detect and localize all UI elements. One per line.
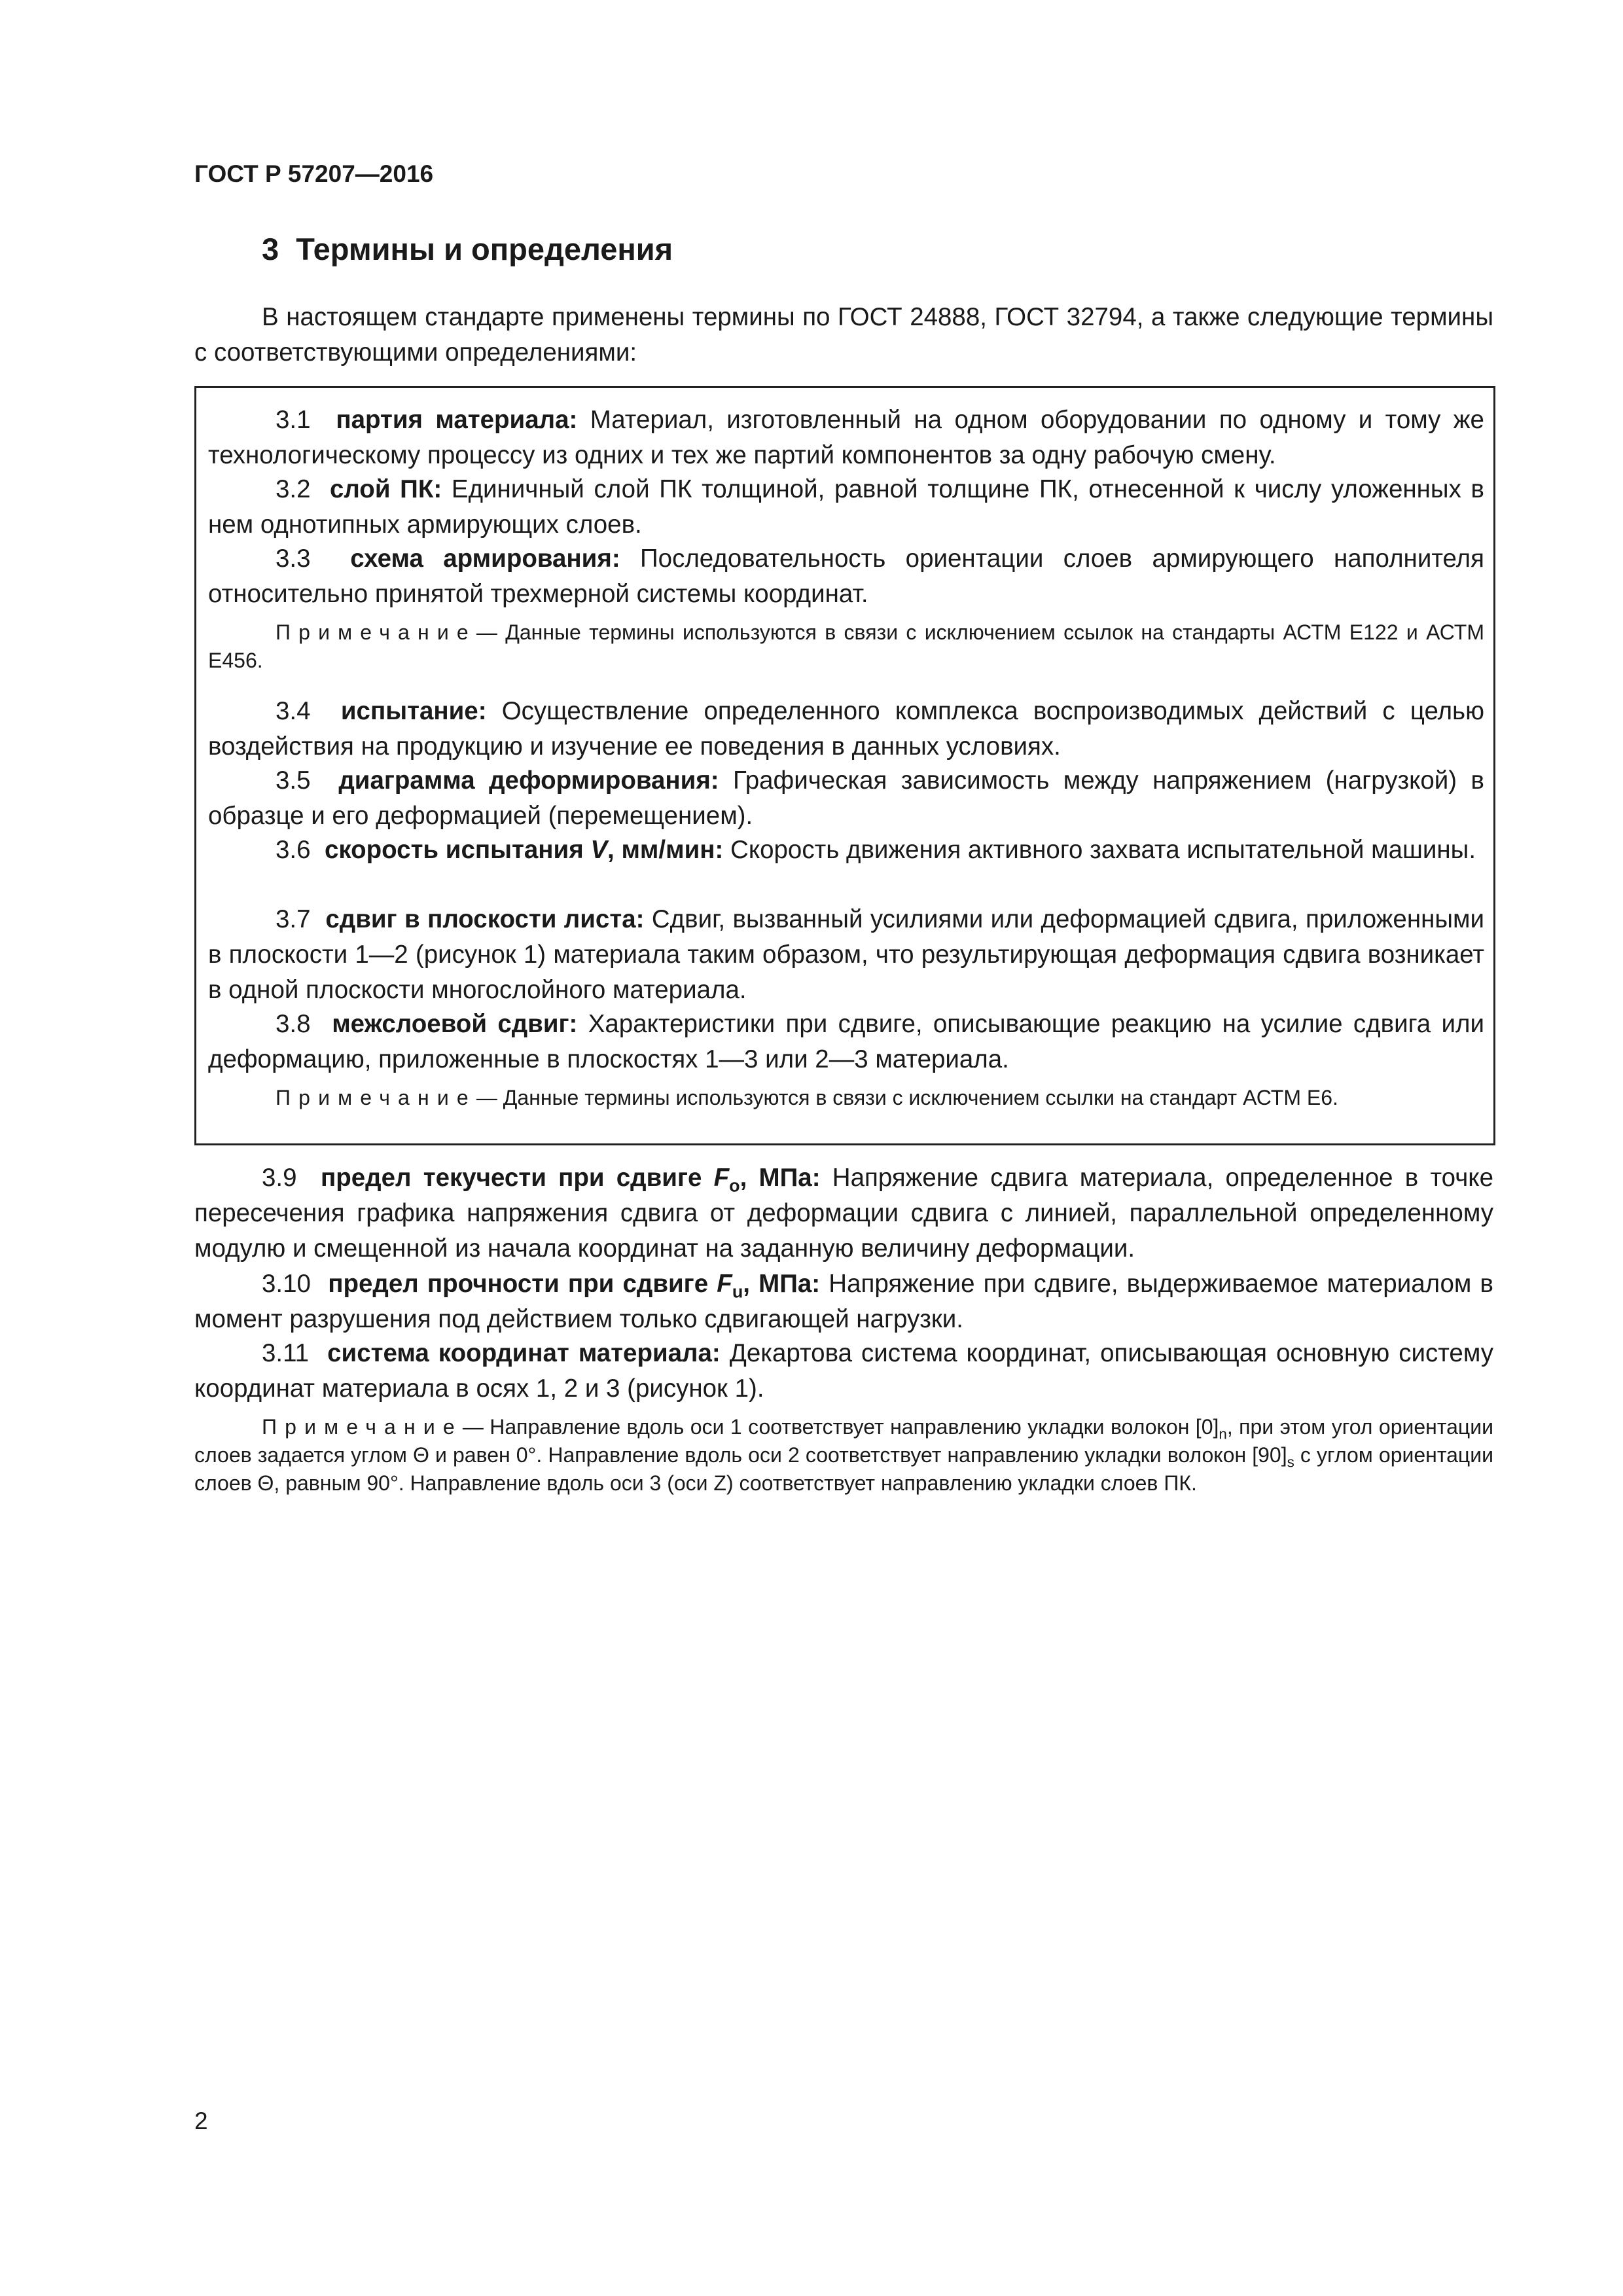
term-subscript: o — [729, 1175, 740, 1196]
note-label: Примечание — [262, 1415, 463, 1439]
term-number: 3.3 — [276, 545, 311, 573]
term-name: система координат материала: — [327, 1339, 721, 1367]
term-3-1 — [208, 403, 1484, 473]
term-name-part: скорость испытания — [324, 836, 584, 864]
term-3-7 — [208, 902, 1484, 1008]
term-number: 3.5 — [276, 766, 311, 795]
term-3-6 — [208, 833, 1484, 868]
term-subscript: u — [732, 1282, 743, 1302]
term-3-11 — [194, 1336, 1493, 1407]
term-definition: Материал, изготовленный на одном оборудовании по одному и тому же технологическому процессу из одних и тех же партий компонентов за одну рабочую смену. — [208, 406, 1484, 469]
term-number: 3.10 — [262, 1270, 311, 1298]
term-definition: Напряжение при сдвиге, выдерживаемое материалом в момент разрушения под действием только сдвигающей нагрузки. — [194, 1270, 1493, 1333]
term-variable: F — [713, 1164, 730, 1192]
page-number: 2 — [194, 2108, 208, 2134]
section-number: 3 — [262, 232, 279, 266]
term-variable: F — [717, 1270, 732, 1298]
term-name: диаграмма деформирования: — [338, 766, 719, 795]
term-definition: Последовательность ориентации слоев армирующего наполнителя относительно принятой трехмерной системы координат. — [208, 545, 1484, 608]
term-number: 3.11 — [262, 1339, 310, 1367]
term-3-4 — [208, 694, 1484, 764]
term-name: сдвиг в плоскости листа: — [325, 905, 645, 933]
definitions-box — [194, 386, 1495, 1145]
term-variable: V — [590, 836, 608, 864]
term-name: испытание: — [340, 697, 487, 725]
term-unit: , мм/мин: — [607, 836, 724, 864]
term-name — [321, 1164, 821, 1196]
note-text: с углом ориентации слоев Θ, равным 90°. Направление вдоль оси 3 (оси Z) соответствует направлению укладки слоев ПК. — [194, 1443, 1494, 1495]
note-1 — [208, 619, 1484, 675]
term-definition: Графическая зависимость между напряжением (нагрузкой) в образце и его деформацией (перемещением). — [208, 766, 1484, 830]
note-text: — Данные термины используются в связи с исключением ссылок на стандарты АСТМ Е122 и АСТМ Е456. — [208, 620, 1484, 672]
term-name — [325, 836, 723, 864]
term-number: 3.1 — [276, 406, 311, 434]
term-name-part: предел текучести при сдвиге — [321, 1164, 702, 1192]
term-3-5 — [208, 763, 1484, 834]
term-3-3 — [208, 541, 1484, 612]
note-3 — [194, 1413, 1493, 1498]
term-3-10 — [194, 1266, 1493, 1337]
term-number: 3.7 — [276, 905, 311, 933]
term-number: 3.6 — [276, 836, 311, 864]
term-definition: Декартова система координат, описывающая основную систему координат материала в осях 1, 2 и 3 (рисунок 1). — [194, 1339, 1493, 1403]
note-label: Примечание — [276, 1086, 476, 1109]
note-subscript: s — [1287, 1454, 1294, 1471]
term-unit: , МПа: — [743, 1270, 821, 1298]
note-text: — Направление вдоль оси 1 соответствует направлению укладки волокон [0] — [462, 1415, 1219, 1439]
note-text: — Данные термины используются в связи с исключением ссылки на стандарт АСТМ Е6. — [476, 1086, 1338, 1109]
term-3-9 — [194, 1160, 1493, 1266]
term-definition: Осуществление определенного комплекса воспроизводимых действий с целью воздействия на продукцию и изучение ее поведения в данных условиях. — [208, 697, 1484, 761]
term-unit: , МПа: — [740, 1164, 821, 1192]
term-definition: Характеристики при сдвиге, описывающие реакцию на усилие сдвига или деформацию, приложенные в плоскостях 1—3 или 2—3 материала. — [208, 1010, 1484, 1073]
term-definition: Напряжение сдвига материала, определенное в точке пересечения графика напряжения сдвига от деформации сдвига с линией, параллельной определенному модулю и смещенной из начала координат на заданную величину деформации. — [194, 1164, 1493, 1263]
term-number: 3.2 — [276, 475, 311, 503]
note-subscript: n — [1219, 1426, 1227, 1443]
term-name: слой ПК: — [329, 475, 442, 503]
term-number: 3.8 — [276, 1010, 311, 1038]
term-definition: Скорость движения активного захвата испытательной машины. — [730, 836, 1476, 864]
section-title-text: Термины и определения — [296, 232, 673, 266]
note-text: , при этом угол ориентации слоев задается углом Θ и равен 0°. Направление вдоль оси 2 соответствует направлению укладки волокон [90] — [194, 1415, 1494, 1467]
term-name: партия материала: — [336, 406, 578, 434]
term-definition: Сдвиг, вызванный усилиями или деформацией сдвига, приложенными в плоскости 1—2 (рисунок 1) материала таким образом, что результирующая деформация сдвига возникает в одной плоскости многослойного материала. — [208, 905, 1485, 1004]
term-definition: Единичный слой ПК толщиной, равной толщине ПК, отнесенной к числу уложенных в нем однотипных армирующих слоев. — [208, 475, 1484, 539]
term-3-8 — [208, 1007, 1484, 1077]
term-3-2 — [208, 472, 1484, 543]
term-number: 3.4 — [276, 697, 311, 725]
term-number: 3.9 — [262, 1164, 297, 1192]
term-name: схема армирования: — [350, 545, 620, 573]
note-2 — [208, 1084, 1484, 1112]
term-name: межслоевой сдвиг: — [332, 1010, 578, 1038]
section-title — [262, 231, 673, 267]
term-name-part: предел прочности при сдвиге — [328, 1270, 709, 1298]
note-label: Примечание — [276, 620, 476, 644]
term-name — [328, 1270, 821, 1302]
document-id: ГОСТ Р 57207—2016 — [194, 160, 434, 187]
section-intro: В настоящем стандарте применены термины по ГОСТ 24888, ГОСТ 32794, а также следующие термины с соответствующими определениями: — [194, 303, 1493, 367]
